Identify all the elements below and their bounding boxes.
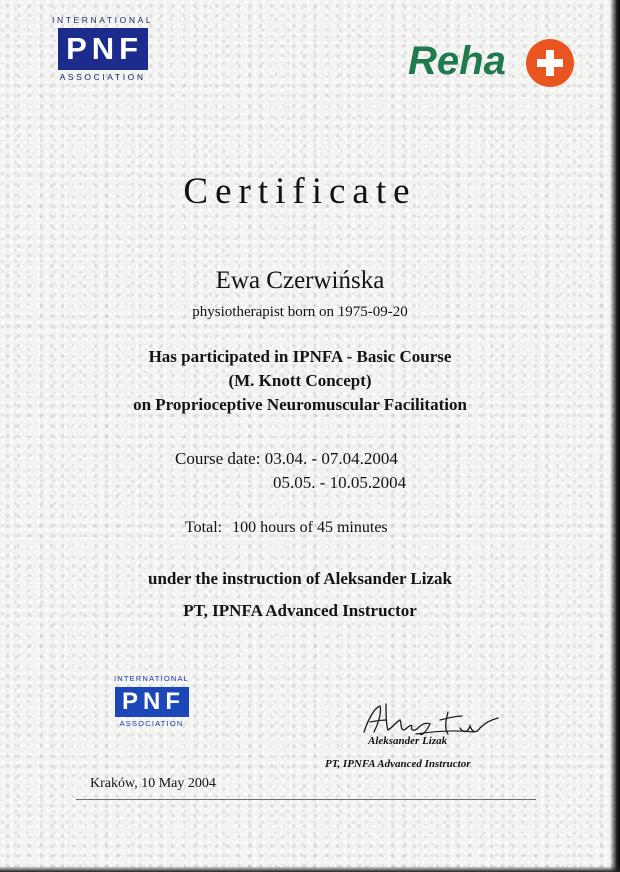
pnf-association-logo-bottom (114, 675, 189, 727)
course-date-row (175, 449, 398, 469)
pnf-logo-top-text: INTERNATIONAL (114, 674, 190, 683)
recipient-details: physiotherapist born on 1975-09-20 (192, 304, 408, 320)
pnf-logo-main-text: PNF (115, 687, 189, 717)
instruction-line-2: PT, IPNFA Advanced Instructor (183, 601, 417, 620)
total-label: Total: (185, 519, 223, 536)
plus-icon-vertical (546, 50, 554, 76)
course-description-line-2: (M. Knott Concept) (228, 371, 372, 390)
instruction-line-1: under the instruction of Aleksander Lizak (148, 569, 452, 588)
bottom-rule-divider (76, 799, 536, 800)
recipient-name: Ewa Czerwińska (215, 267, 385, 294)
pnf-logo-top-text: INTERNATIONAL (52, 15, 154, 25)
pnf-association-logo (52, 16, 153, 81)
pnf-logo-bottom-text: ASSOCIATION (59, 71, 146, 82)
scan-bottom-edge-shadow (0, 866, 620, 872)
course-description-line-3: on Proprioceptive Neuromuscular Facilitation (133, 395, 467, 414)
certificate-title: Certificate (183, 171, 417, 212)
scan-right-edge-shadow (610, 0, 620, 872)
course-date-2: 05.05. - 10.05.2004 (273, 473, 407, 492)
pnf-logo-main-text: PNF (58, 28, 148, 70)
signatory-title: PT, IPNFA Advanced Instructor (325, 758, 471, 770)
signatory-name: Aleksander Lizak (368, 735, 448, 747)
pnf-logo-bottom-text: ASSOCIATION (119, 718, 184, 728)
total-value: 100 hours of 45 minutes (232, 519, 388, 536)
reha-logo-text: Reha (408, 39, 506, 83)
course-date-1: 03.04. - 07.04.2004 (264, 449, 398, 468)
course-description-line-1: Has participated in IPNFA - Basic Course (148, 347, 452, 366)
course-date-label: Course date: (175, 449, 261, 468)
reha-plus-logo (408, 32, 578, 88)
place-and-date: Kraków, 10 May 2004 (90, 776, 216, 791)
total-hours-row (185, 519, 388, 537)
